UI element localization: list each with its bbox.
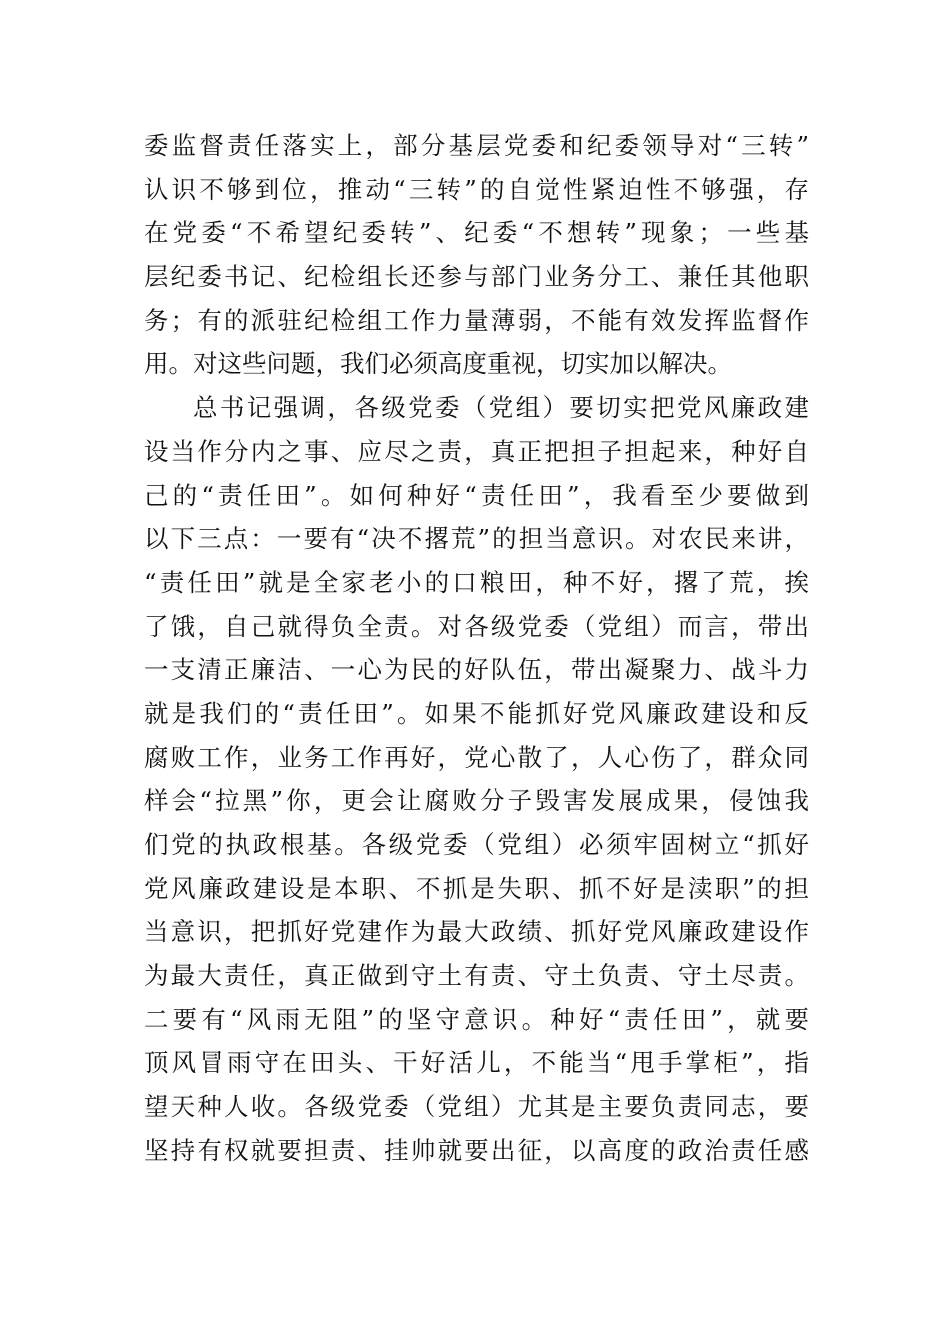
text-line: 就是我们的“责任田”。如果不能抓好党风廉政建设和反 xyxy=(144,698,809,728)
text-line: 了饿，自己就得负全责。对各级党委（党组）而言，带出 xyxy=(144,611,809,641)
body-text xyxy=(144,124,809,1173)
text-line: “责任田”就是全家老小的口粮田，种不好，撂了荒，挨 xyxy=(144,567,809,597)
text-line: 当意识，把抓好党建作为最大政绩、抓好党风廉政建设作 xyxy=(144,917,809,947)
text-line: 坚持有权就要担责、挂帅就要出征，以高度的政治责任感 xyxy=(144,1135,809,1165)
text-line: 样会“拉黑”你，更会让腐败分子毁害发展成果，侵蚀我 xyxy=(144,786,809,816)
text-line: 委监督责任落实上，部分基层党委和纪委领导对“三转” xyxy=(144,131,809,160)
text-line: 们党的执政根基。各级党委（党组）必须牢固树立“抓好 xyxy=(144,830,809,859)
text-line: 总书记强调，各级党委（党组）要切实把党风廉政建 xyxy=(193,393,809,423)
text-line: 层纪委书记、纪检组长还参与部门业务分工、兼任其他职 xyxy=(144,262,809,292)
text-line: 二要有“风雨无阻”的坚守意识。种好“责任田”，就要 xyxy=(144,1004,809,1034)
text-line: 腐败工作，业务工作再好，党心散了，人心伤了，群众同 xyxy=(144,742,809,772)
text-line: 己的“责任田”。如何种好“责任田”，我看至少要做到 xyxy=(144,480,809,510)
paragraph-2 xyxy=(144,386,809,1172)
text-line: 以下三点：一要有“决不撂荒”的担当意识。对农民来讲， xyxy=(144,524,809,554)
text-line: 党风廉政建设是本职、不抓是失职、抓不好是渎职”的担 xyxy=(144,873,809,903)
text-line: 设当作分内之事、应尽之责，真正把担子担起来，种好自 xyxy=(144,436,809,466)
text-line: 一支清正廉洁、一心为民的好队伍，带出凝聚力、战斗力 xyxy=(144,655,809,685)
text-line: 认识不够到位，推动“三转”的自觉性紧迫性不够强，存 xyxy=(144,174,809,204)
text-line: 在党委“不希望纪委转”、纪委“不想转”现象；一些基 xyxy=(144,218,809,248)
text-line: 用。对这些问题，我们必须高度重视，切实加以解决。 xyxy=(144,349,732,379)
paragraph-1 xyxy=(144,124,809,386)
text-line: 为最大责任，真正做到守土有责、守土负责、守土尽责。 xyxy=(144,961,809,991)
text-line: 务；有的派驻纪检组工作力量薄弱，不能有效发挥监督作 xyxy=(144,305,809,335)
text-line: 望天种人收。各级党委（党组）尤其是主要负责同志，要 xyxy=(144,1092,809,1122)
text-line: 顶风冒雨守在田头、干好活儿，不能当“甩手掌柜”，指 xyxy=(144,1048,809,1078)
